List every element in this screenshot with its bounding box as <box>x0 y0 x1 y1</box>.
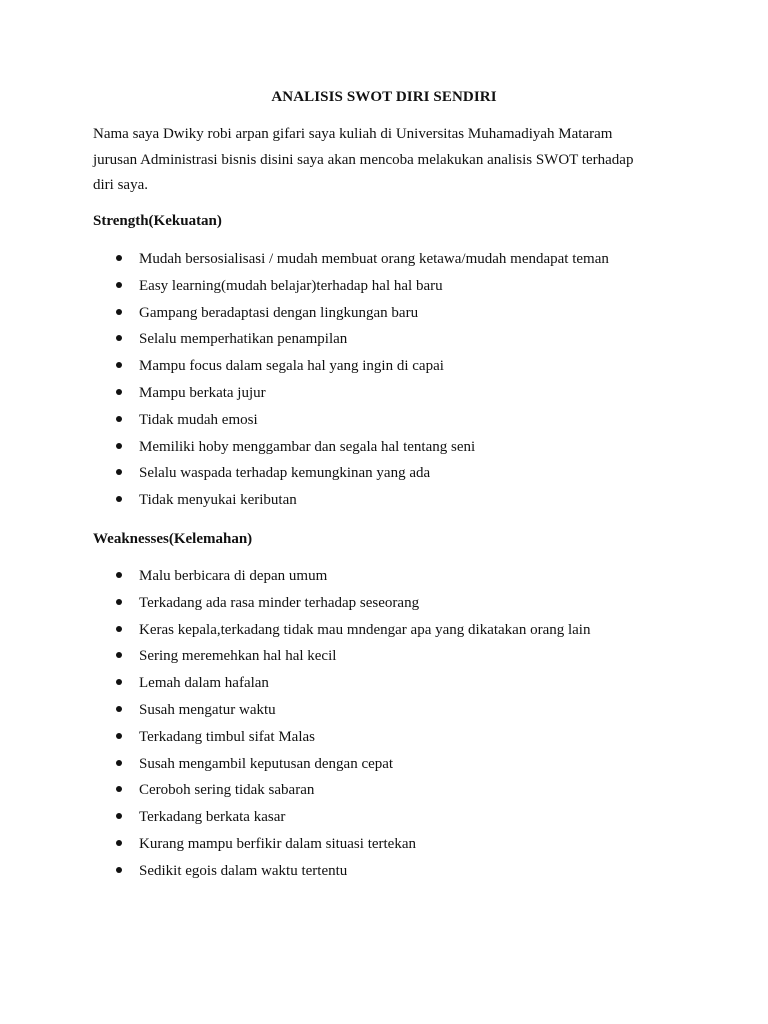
bullet-icon <box>116 626 122 632</box>
bullet-icon <box>116 572 122 578</box>
bullet-icon <box>116 309 122 315</box>
list-item <box>93 329 609 356</box>
list-item <box>93 249 609 276</box>
bullet-icon <box>116 496 122 502</box>
intro-line: diri saya. <box>93 177 148 193</box>
list-item <box>93 566 590 593</box>
list-item-text: Mampu focus dalam segala hal yang ingin di capai <box>139 358 444 375</box>
list-item <box>93 673 590 700</box>
list-item-text: Ceroboh sering tidak sabaran <box>139 782 315 799</box>
bullet-icon <box>116 335 122 341</box>
list-item-text: Kurang mampu berfikir dalam situasi tertekan <box>139 835 416 852</box>
list-item <box>93 727 590 754</box>
list-item-text: Tidak mudah emosi <box>139 411 258 428</box>
list-item <box>93 780 590 807</box>
list-item <box>93 383 609 410</box>
list-item <box>93 646 590 673</box>
list-item-text: Selalu waspada terhadap kemungkinan yang ada <box>139 465 431 482</box>
bullet-icon <box>116 255 122 261</box>
list-item-text: Selalu memperhatikan penampilan <box>139 331 348 348</box>
list-item-text: Memiliki hoby menggambar dan segala hal tentang seni <box>139 438 476 455</box>
list-item <box>93 490 609 517</box>
list-item <box>93 410 609 437</box>
list-item-text: Sedikit egois dalam waktu tertentu <box>139 862 348 879</box>
bullet-icon <box>116 282 122 288</box>
list-item <box>93 593 590 620</box>
list-item-text: Mudah bersosialisasi / mudah membuat orang ketawa/mudah mendapat teman <box>139 251 609 267</box>
intro-line: jurusan Administrasi bisnis disini saya akan mencoba melakukan analisis SWOT terhadap <box>93 151 634 168</box>
list-item <box>93 276 609 303</box>
bullet-icon <box>116 652 122 658</box>
document-title: ANALISIS SWOT DIRI SENDIRI <box>271 89 497 105</box>
intro-line: Nama saya Dwiky robi arpan gifari saya kuliah di Universitas Muhamadiyah Mataram <box>93 126 613 142</box>
list-item-text: Susah mengambil keputusan dengan cepat <box>139 755 394 772</box>
list-item-text: Mampu berkata jujur <box>139 384 266 401</box>
list-item <box>93 303 609 330</box>
bullet-icon <box>116 679 122 685</box>
list-item-text: Malu berbicara di depan umum <box>139 568 328 584</box>
bullet-icon <box>116 760 122 766</box>
bullet-icon <box>116 706 122 712</box>
list-item-text: Gampang beradaptasi dengan lingkungan baru <box>139 304 419 321</box>
list-item <box>93 861 590 888</box>
strength-list <box>93 249 609 517</box>
bullet-icon <box>116 469 122 475</box>
list-item <box>93 437 609 464</box>
list-item <box>93 807 590 834</box>
weaknesses-list <box>93 566 590 888</box>
bullet-icon <box>116 416 122 422</box>
weaknesses-heading: Weaknesses(Kelemahan) <box>93 531 253 547</box>
bullet-icon <box>116 867 122 873</box>
list-item-text: Terkadang ada rasa minder terhadap seseorang <box>139 594 420 611</box>
bullet-icon <box>116 813 122 819</box>
list-item-text: Terkadang timbul sifat Malas <box>139 728 315 745</box>
list-item-text: Tidak menyukai keributan <box>139 492 297 509</box>
list-item <box>93 620 590 647</box>
bullet-icon <box>116 840 122 846</box>
bullet-icon <box>116 733 122 739</box>
intro-paragraph <box>93 122 693 199</box>
list-item-text: Terkadang berkata kasar <box>139 809 286 826</box>
bullet-icon <box>116 389 122 395</box>
list-item-text: Keras kepala,terkadang tidak mau mndengar apa yang dikatakan orang lain <box>139 621 591 638</box>
list-item-text: Sering meremehkan hal hal kecil <box>139 648 337 665</box>
strength-heading: Strength(Kekuatan) <box>93 213 222 229</box>
list-item-text: Lemah dalam hafalan <box>139 675 269 692</box>
list-item <box>93 700 590 727</box>
list-item <box>93 754 590 781</box>
bullet-icon <box>116 786 122 792</box>
bullet-icon <box>116 443 122 449</box>
list-item-text: Easy learning(mudah belajar)terhadap hal hal baru <box>139 277 443 294</box>
list-item-text: Susah mengatur waktu <box>139 701 276 718</box>
list-item <box>93 356 609 383</box>
list-item <box>93 463 609 490</box>
list-item <box>93 834 590 861</box>
bullet-icon <box>116 362 122 368</box>
bullet-icon <box>116 599 122 605</box>
